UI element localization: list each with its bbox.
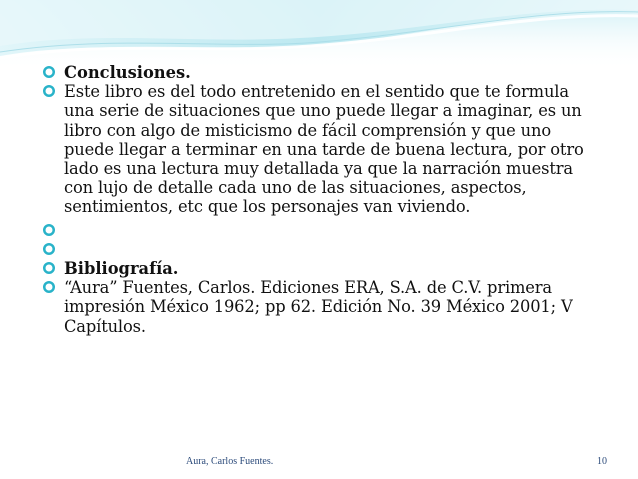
bullet-icon bbox=[42, 84, 56, 98]
header-wave-decoration bbox=[0, 0, 638, 70]
reference-text: “Aura” Fuentes, Carlos. Ediciones ERA, S.A. de C.V. primera impresión México 1962; pp 62. Edición No. 39 México 2001; V Capítulos. bbox=[64, 278, 573, 336]
section-heading: Conclusiones. bbox=[64, 63, 191, 82]
bullet-item-empty bbox=[40, 221, 600, 240]
bullet-item-reference bbox=[40, 278, 600, 336]
section-heading: Bibliografía. bbox=[64, 259, 179, 279]
bullet-icon bbox=[42, 65, 56, 79]
bullet-icon bbox=[42, 280, 56, 294]
bullet-item-conclusiones-heading bbox=[40, 63, 600, 82]
page-number: 10 bbox=[597, 456, 607, 467]
bullet-icon bbox=[42, 223, 56, 237]
bullet-icon bbox=[42, 242, 56, 256]
paragraph-text: Este libro es del todo entretenido en el sentido que te formula una serie de situaciones que uno puede llegar a imaginar, es un libro con algo de misticismo de fácil comprensión y que uno puede llegar a terminar en una tarde de buena lectura, por otro lado es una lectura muy detallada ya que la narración muestra con lujo de detalle cada uno de las situaciones, aspectos, sentimientos, etc que los personajes van viviendo. bbox=[64, 82, 584, 217]
bullet-item-conclusion-text bbox=[40, 82, 600, 216]
bullet-item-empty bbox=[40, 240, 600, 259]
footer-text: Aura, Carlos Fuentes. bbox=[186, 456, 274, 467]
bullet-list bbox=[40, 63, 600, 336]
empty-bullet-text bbox=[64, 221, 600, 240]
bullet-item-bibliografia-heading bbox=[40, 259, 600, 278]
empty-bullet-text bbox=[64, 240, 600, 259]
bullet-icon bbox=[42, 261, 56, 275]
